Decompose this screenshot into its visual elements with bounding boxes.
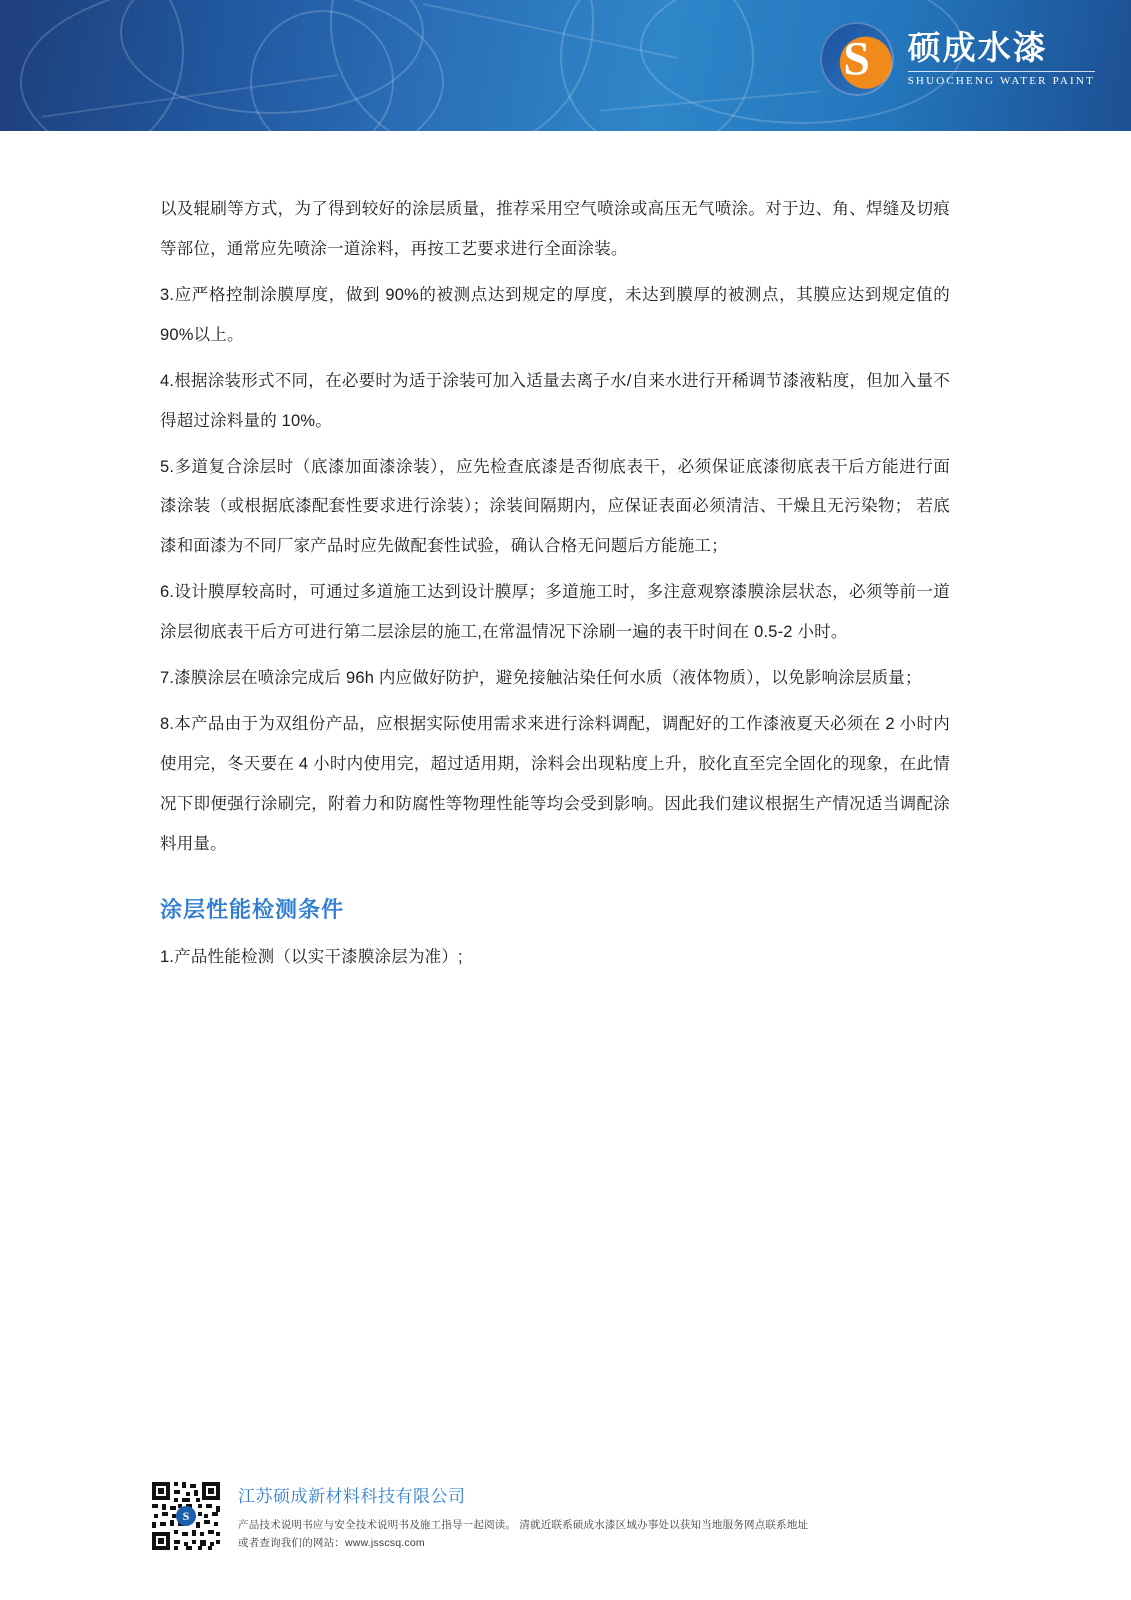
document-body: [160, 190, 950, 978]
footer-note-line-2: 或者查询我们的网站：www.jsscsq.com: [238, 1536, 425, 1549]
footer-note-line-1: 产品技术说明书应与安全技术说明书及施工指导一起阅读。 清就近联系硕成水漆区域办事处以获知当地服务网点联系地址: [238, 1519, 809, 1531]
paragraph: 5.多道复合涂层时（底漆加面漆涂装），应先检查底漆是否彻底表干，必须保证底漆彻底表干后方能进行面漆涂装（或根据底漆配套性要求进行涂装）；涂装间隔期内，应保证表面必须清洁、干燥且无污染物； 若底漆和面漆为不同厂家产品时应先做配套性试验，确认合格无问题后方能施工；: [160, 457, 950, 556]
paragraph: 3.应严格控制涂膜厚度，做到 90%的被测点达到规定的厚度，未达到膜厚的被测点，其膜应达到规定值的 90%以上。: [160, 285, 950, 344]
section-heading: 涂层性能检测条件: [160, 896, 345, 922]
paragraph: 6.设计膜厚较高时，可通过多道施工达到设计膜厚；多道施工时，多注意观察漆膜涂层状态，必须等前一道涂层彻底表干后方可进行第二层涂层的施工,在常温情况下涂刷一遍的表干时间在 0.5-2 小时。: [160, 583, 950, 642]
footer-text-block: [238, 1480, 808, 1553]
page-footer: [0, 1462, 1131, 1600]
qr-logo-badge: S: [176, 1506, 196, 1526]
paragraph: 4.根据涂装形式不同，在必要时为适于涂装可加入适量去离子水/自来水进行开稀调节漆液粘度，但加入量不得超过涂料量的 10%。: [160, 371, 950, 430]
logo-icon: [820, 22, 894, 96]
brand-logo: [820, 22, 1095, 96]
paragraph: 以及辊刷等方式，为了得到较好的涂层质量，推荐采用空气喷涂或高压无气喷涂。对于边、角、焊缝及切痕等部位，通常应先喷涂一道涂料，再按工艺要求进行全面涂装。: [160, 200, 950, 258]
paragraph: 8.本产品由于为双组份产品，应根据实际使用需求来进行涂料调配，调配好的工作漆液夏天必须在 2 小时内使用完，冬天要在 4 小时内使用完，超过适用期，涂料会出现粘度上升，胶化直至完全固化的现象，在此情况下即便强行涂刷完，附着力和防腐性等物理性能等均会受到影响。因此我们建议根据生产情况适当调配涂料用量。: [160, 715, 950, 853]
brand-name-en: SHUOCHENG WATER PAINT: [908, 71, 1095, 87]
brand-text: [908, 31, 1095, 87]
page-header-banner: [0, 0, 1131, 131]
paragraph: 7.漆膜涂层在喷涂完成后 96h 内应做好防护，避免接触沾染任何水质（液体物质），以免影响涂层质量；: [160, 669, 922, 688]
section-item: 1.产品性能检测（以实干漆膜涂层为准）;: [160, 947, 463, 966]
footer-company-name: 江苏硕成新材料科技有限公司: [238, 1487, 466, 1506]
qr-code-icon: [150, 1480, 222, 1552]
brand-name-cn: 硕成水漆: [907, 30, 1048, 67]
